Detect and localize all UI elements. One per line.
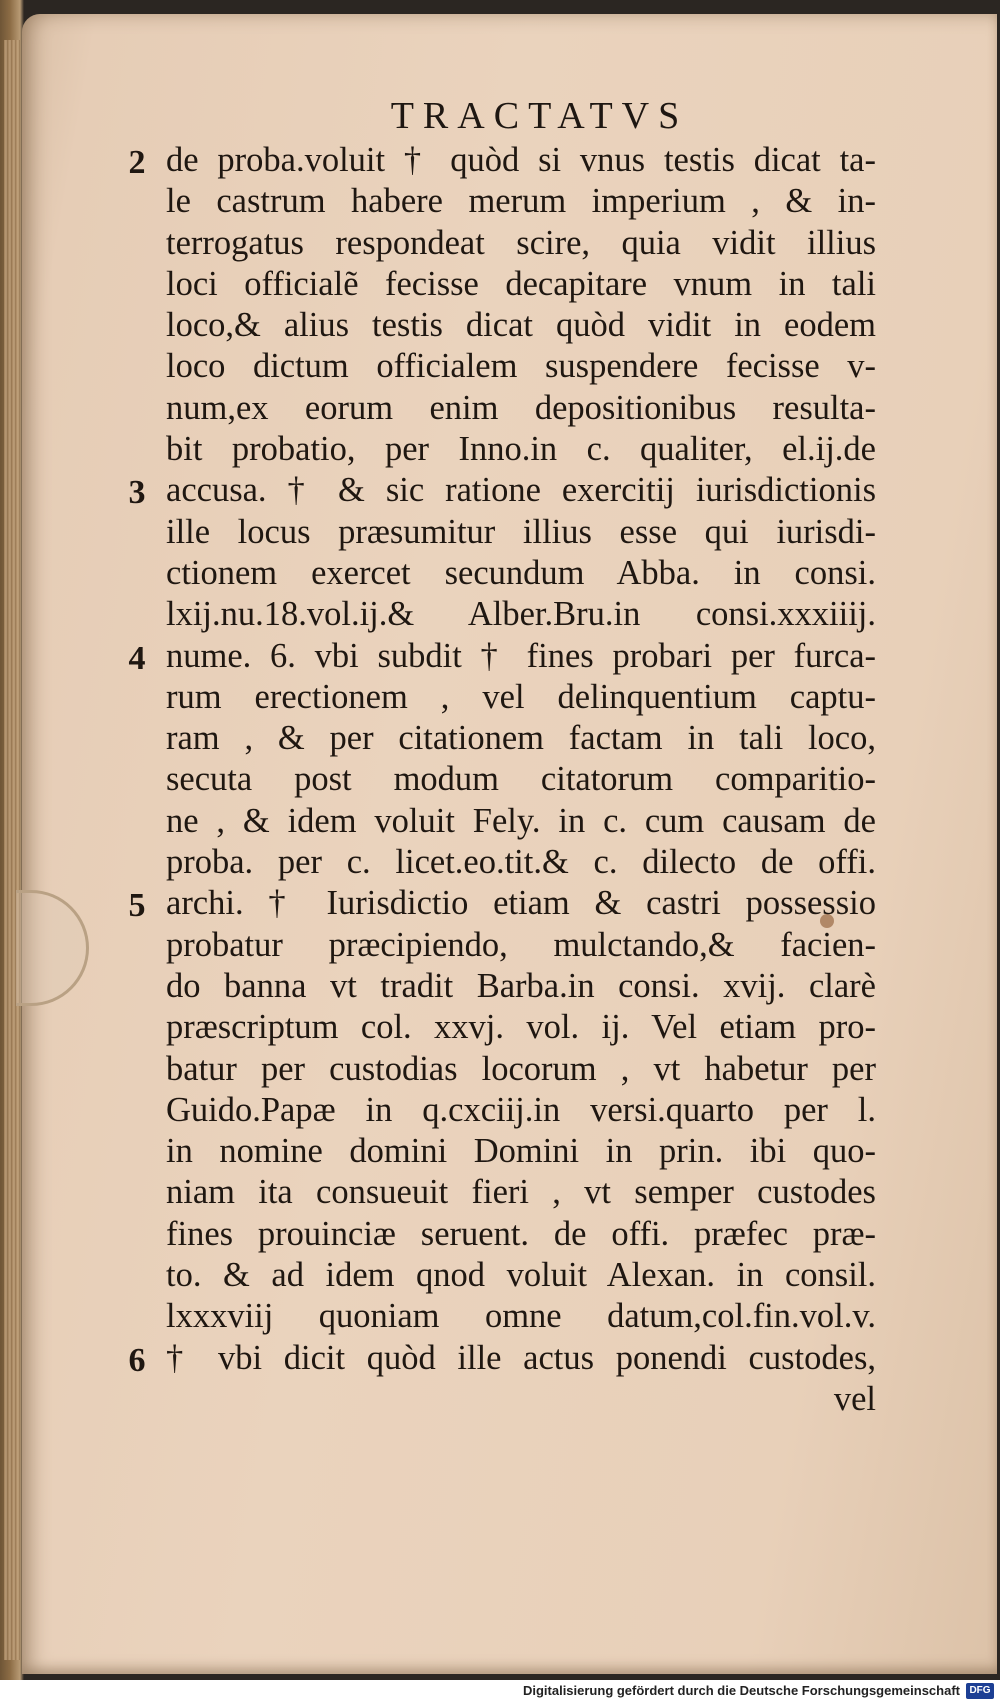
footer-bar	[0, 1680, 1000, 1703]
text-line: nume. 6. vbi subdit † fines probari per furca-	[166, 636, 876, 675]
text-line: vel	[833, 1379, 876, 1418]
text-line: fines prouinciæ seruent. de offi. præfec præ-	[166, 1214, 876, 1253]
margin-number: 5	[128, 887, 146, 925]
text-line: to. & ad idem qnod voluit Alexan. in consil.	[166, 1256, 876, 1295]
body-text	[166, 140, 876, 1420]
text-line: bit probatio, per Inno.in c. qualiter, el.ij.de	[166, 430, 876, 469]
text-line: ne , & idem voluit Fely. in c. cum causam de	[166, 801, 876, 840]
margin-number: 4	[128, 639, 146, 677]
text-line: do banna vt tradit Barba.in consi. xvij. clarè	[166, 966, 876, 1005]
text-line: probatur præcipiendo, mulctando,& facien-	[166, 925, 876, 964]
text-line: loco dictum officialem suspendere fecisse v-	[166, 347, 876, 386]
text-line: le castrum habere merum imperium , & in-	[166, 182, 876, 221]
text-line: lxij.nu.18.vol.ij.& Alber.Bru.in consi.xxxiiij.	[166, 595, 876, 634]
text-line: de proba.voluit † quòd si vnus testis dicat ta-	[166, 141, 876, 179]
text-line: lxxxviij quoniam omne datum,col.fin.vol.v.	[166, 1297, 876, 1336]
page-stack-edge	[4, 40, 20, 1660]
margin-number: 6	[128, 1341, 146, 1379]
text-line: Guido.Papæ in q.cxciij.in versi.quarto per l.	[166, 1090, 876, 1129]
text-line: accusa. † & sic ratione exercitij iurisdictionis	[166, 471, 876, 510]
margin-number: 3	[128, 474, 146, 512]
text-line: proba. per c. licet.eo.tit.& c. dilecto de offi.	[166, 843, 876, 882]
text-line: † vbi dicit quòd ille actus ponendi custodes,	[166, 1338, 876, 1377]
text-line: secuta post modum citatorum comparitio-	[166, 760, 876, 799]
clip-tab	[16, 890, 89, 1006]
text-line: in nomine domini Domini in prin. ibi quo-	[166, 1132, 876, 1171]
text-line: præscriptum col. xxvj. vol. ij. Vel etiam pro-	[166, 1008, 876, 1047]
text-line: ram , & per citationem factam in tali loco,	[166, 719, 876, 758]
running-head: TRACTATVS	[390, 95, 689, 137]
text-line: niam ita consueuit fieri , vt semper custodes	[166, 1173, 876, 1212]
text-line: archi. † Iurisdictio etiam & castri possessio	[166, 884, 876, 923]
text-line: ille locus præsumitur illius esse qui iurisdi-	[166, 512, 876, 551]
text-line: batur per custodias locorum , vt habetur per	[166, 1049, 876, 1088]
dfg-logo: DFG	[966, 1683, 994, 1699]
text-line: loci officialẽ fecisse decapitare vnum in tali	[166, 264, 876, 303]
text-line: terrogatus respondeat scire, quia vidit illius	[166, 223, 876, 262]
text-line: loco,& alius testis dicat quòd vidit in eodem	[166, 306, 876, 345]
text-line: ctionem exercet secundum Abba. in consi.	[166, 553, 876, 592]
footer-credit: Digitalisierung gefördert durch die Deutsche Forschungsgemeinschaft	[522, 1683, 960, 1698]
text-line: rum erectionem , vel delinquentium captu-	[166, 677, 876, 716]
text-line: num,ex eorum enim depositionibus resulta-	[166, 388, 876, 427]
margin-number: 2	[128, 144, 146, 181]
